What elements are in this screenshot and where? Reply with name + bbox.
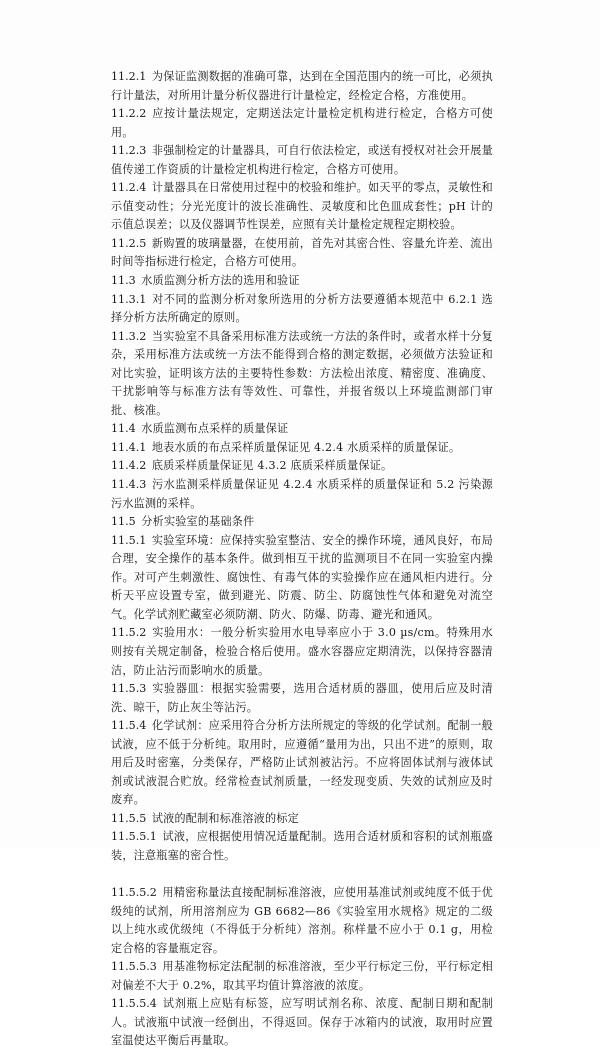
paragraph-number: 11.2.5 (111, 236, 147, 250)
paragraph-body: 非强制检定的计量器具，可自行依法检定，或送有授权对社会开展量值传递工作资质的计量检定机构进行检定，合格方可使用。 (111, 144, 493, 176)
paragraph-number: 11.5.5.4 (111, 997, 157, 1011)
paragraph-body: 试液，应根据使用情况适量配制。选用合适材质和容积的试剂瓶盛装，注意瓶塞的密合性。 (111, 830, 493, 862)
paragraph-body: 用基准物标定法配制的标准溶液，至少平行标定三份，平行标定相对偏差不大于 0.2%，取其平均值计算溶液的浓度。 (111, 960, 493, 992)
paragraph-11.5.5.3 (111, 958, 493, 995)
paragraph-11.2.3 (111, 142, 493, 179)
paragraph-number: 11.2.1 (111, 70, 147, 83)
paragraph-11.4.1 (111, 439, 493, 458)
paragraph-body: 应按计量法规定，定期送法定计量检定机构进行检定，合格方可使用。 (111, 107, 493, 139)
paragraph-number: 11.3.1 (111, 292, 147, 306)
paragraph-body: 化学试剂：应采用符合分析方法所规定的等级的化学试剂。配制一般试液，应不低于分析纯。取用时，应遵循“量用为出，只出不进”的原则，取用后及时密塞，分类保存，严格防止试剂被沾污。不应将固体试剂与液体试剂或试液混合贮放。经常检查试剂质量，一经发现变质、失效的试剂应及时废弃。 (111, 719, 493, 807)
paragraph-body: 地表水质的布点采样质量保证见 4.2.4 水质采样的质量保证。 (151, 440, 461, 454)
paragraph-number: 11.3.2 (111, 329, 147, 343)
paragraph-11.5.1 (111, 532, 493, 625)
paragraph-body: 水质监测分析方法的选用和验证 (141, 274, 300, 288)
paragraph-11.5.5.2 (111, 884, 493, 958)
paragraph-body: 分析实验室的基础条件 (141, 515, 255, 529)
paragraph-body: 实验器皿：根据实验需要，选用合适材质的器皿，使用后应及时清洗、晾干，防止灰尘等沾污。 (111, 682, 493, 714)
paragraph-11.2.5 (111, 235, 493, 272)
paragraph-body: 底质采样质量保证见 4.3.2 底质采样质量保证。 (151, 459, 393, 473)
paragraph-11.2.1 (111, 68, 493, 105)
paragraph-body: 实验室环境：应保持实验室整洁、安全的操作环境，通风良好，布局合理，安全操作的基本条件。做到相互干扰的监测项目不在同一实验室内操作。对可产生刺激性、腐蚀性、有毒气体的实验操作应在通风柜内进行。分析天平应设置专室，做到避光、防震、防尘、防腐蚀性气体和避免对流空气。化学试剂贮藏室必须防潮、防火、防爆、防毒、避光和通风。 (111, 533, 493, 621)
paragraph-11.4.3 (111, 476, 493, 513)
paragraph-11.5.2 (111, 624, 493, 680)
paragraph-body: 对不同的监测分析对象所选用的分析方法要遵循本规范中 6.2.1 选择分析方法所确定的原则。 (111, 292, 493, 325)
paragraph-number: 11.5 (111, 515, 136, 529)
paragraph-number: 11.5.5.1 (111, 830, 157, 844)
paragraph-11.5.3 (111, 680, 493, 717)
paragraph-11.5.4 (111, 717, 493, 810)
paragraph-number: 11.4.3 (111, 478, 147, 492)
paragraph-body: 污水监测采样质量保证见 4.2.4 水质采样的质量保证和 5.2 污染源污水监测的采样。 (111, 478, 493, 510)
paragraph-body: 试剂瓶上应贴有标签，应写明试剂名称、浓度、配制日期和配制人。试液瓶中试液一经倒出，不得返回。保存于冰箱内的试液，取用时应置室温使达平衡后再量取。 (111, 997, 493, 1048)
paragraph-number: 11.5.5 (111, 811, 147, 825)
paragraph-number: 11.4.1 (111, 440, 147, 454)
paragraph-body: 当实验室不具备采用标准方法或统一方法的条件时，或者水样十分复杂，采用标准方法或统一方法不能得到合格的测定数据，必须做方法验证和对比实验，证明该方法的主要特性参数：方法检出浓度、精密度、准确度、干扰影响等与标准方法有等效性、可靠性，并报省级以上环境监测部门审批、核准。 (111, 329, 493, 417)
paragraph-number: 11.5.2 (111, 626, 147, 640)
paragraph-11.5 (111, 513, 493, 532)
paragraph-body: 用精密称量法直接配制标准溶液，应使用基准试剂或纯度不低于优级纯的试剂，所用溶剂应为 GB 6682—86《实验室用水规格》规定的二级以上纯水或优级纯（不得低于分析纯）溶剂。称样量不应小于 0.1 g，用检定合格的容量瓶定容。 (111, 886, 493, 955)
paragraph-11.4.2 (111, 457, 493, 476)
paragraph-number: 11.5.3 (111, 682, 147, 696)
paragraph-body: 试液的配制和标准溶液的标定 (151, 811, 299, 825)
paragraph-11.2.2 (111, 105, 493, 142)
paragraph-number: 11.2.4 (111, 181, 147, 195)
paragraph-body: 水质监测布点采样的质量保证 (141, 422, 289, 436)
paragraph-number: 11.2.2 (111, 107, 147, 121)
paragraph-number: 11.5.4 (111, 719, 147, 733)
paragraph-11.5.5.4 (111, 995, 493, 1051)
document-text-column (111, 68, 493, 1051)
paragraph-number: 11.3 (111, 274, 136, 288)
paragraph-11.2.4 (111, 179, 493, 235)
paragraph-body: 新购置的玻璃量器，在使用前，首先对其密合性、容量允许差、流出时间等指标进行检定，合格方可使用。 (111, 236, 493, 269)
paragraph-11.4 (111, 420, 493, 439)
paragraph-11.5.5 (111, 810, 493, 829)
paragraph-number: 11.2.3 (111, 144, 147, 158)
paragraph-body: 计量器具在日常使用过程中的校验和维护。如天平的零点，灵敏性和示值变动性；分光光度计的波长准确性、灵敏度和比色皿成套性；pH 计的示值总误差；以及仪器调节性误差，应照有关计量检定规程定期校验。 (111, 181, 493, 232)
paragraph-number: 11.5.5.3 (111, 960, 157, 974)
paragraph-11.3.1 (111, 291, 493, 328)
paragraph-body: 实验用水：一般分析实验用水电导率应小于 3.0 µs/cm。特殊用水则按有关规定制备，检验合格后使用。盛水容器应定期清洗，以保持容器清洁，防止沾污而影响水的质量。 (111, 626, 493, 677)
paragraph-number: 11.4.2 (111, 459, 147, 473)
paragraph-body: 为保证监测数据的准确可靠，达到在全国范围内的统一可比，必须执行计量法，对所用计量分析仪器进行计量检定，经检定合格，方准使用。 (111, 70, 493, 102)
paragraph-number: 11.4 (111, 422, 136, 436)
paragraph-number: 11.5.1 (111, 533, 147, 547)
paragraph-11.3.2 (111, 328, 493, 421)
paragraph-11.5.5.1 (111, 828, 493, 865)
paragraph-11.3 (111, 272, 493, 291)
paragraph-number: 11.5.5.2 (111, 886, 157, 900)
